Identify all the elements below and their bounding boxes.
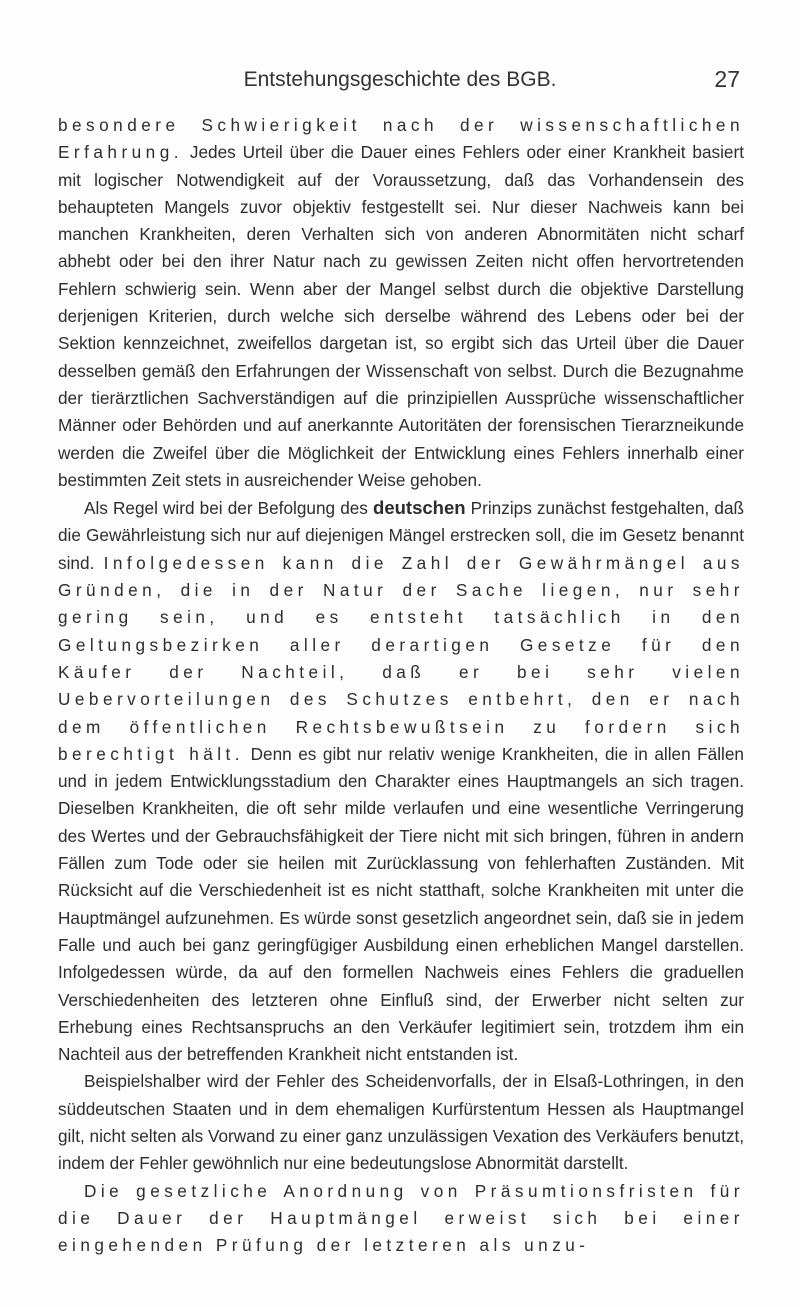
paragraph-2 [58, 494, 744, 1068]
text-segment: deutschen [373, 497, 466, 519]
paragraph-3 [58, 1068, 744, 1177]
running-title: Entstehungsgeschichte des BGB. [243, 68, 557, 91]
text-segment: Denn es gibt nur relativ wenige Krankheiten, die in allen Fällen und in jedem Entwicklungsstadium den Charakter eines Hauptmangels an sich tragen. Dieselben Krankheiten, die oft sehr milde verlaufen und eine wesentliche Verringerung des Wertes und der Gebrauchsfähigkeit der Tiere nicht mit sich bringen, führen in andern Fällen zum Tode oder sie heilen mit Zurücklassung von fehlerhaften Zuständen. Mit Rücksicht auf die Verschiedenheit ist es nicht statthaft, solche Krankheiten mit unter die Hauptmängel aufzunehmen. Es würde sonst gesetzlich angeordnet sein, daß sie in jedem Falle und auch bei ganz geringfügiger Ausbildung einen erheblichen Mangel darstellen. Infolgedessen würde, da auf den formellen Nachweis eines Fehlers die graduellen Verschiedenheiten des letzteren ohne Einfluß sind, der Erwerber nicht selten zur Erhebung eines Rechtsanspruchs an den Verkäufer legitimiert sein, trotzdem ihm ein Nachteil aus der betreffenden Krankheit nicht entstanden ist. [58, 743, 744, 1065]
text-segment: besondere Schwierigkeit nach der wissenschaftlichen Erfahrung. [58, 115, 744, 163]
text-segment: Beispielshalber wird der Fehler des Scheidenvorfalls, der in Elsaß-Lothringen, in den süddeutschen Staaten und in dem ehemaligen Kurfürstentum Hessen als Hauptmangel gilt, nicht selten als Vorwand zu einer ganz unzulässigen Vexation des Verkäufers benutzt, indem der Fehler gewöhnlich nur eine bedeutungslose Abnormität darstellt. [58, 1071, 745, 1174]
text-segment: Als Regel wird bei der Befolgung des [84, 498, 374, 519]
text-segment: Jedes Urteil über die Dauer eines Fehlers oder einer Krankheit basiert mit logischer Notwendigkeit auf der Voraussetzung, daß das Vorhandensein des behaupteten Mangels zuvor objektiv festgestellt sei. Nur dieser Nachweis kann bei manchen Krankheiten, deren Verhalten sich von anderen Abnormitäten nicht scharf abhebt oder bei den ihrer Natur nach zu gewissen Zeiten nicht offen hervortretenden Fehlern schwierig sein. Wenn aber der Mangel selbst durch die objektive Darstellung derjenigen Kriterien, durch welche sich derselbe während des Lebens oder bei der Sektion kennzeichnet, zweifellos dargetan ist, so ergibt sich das Urteil über die Dauer desselben gemäß den Erfahrungen der Wissenschaft von selbst. Durch die Bezugnahme der tierärztlichen Sachverständigen auf die prinzipiellen Aussprüche wissenschaftlicher Männer oder Behörden und auf anerkannte Autoritäten der forensischen Tierarzneikunde werden die Zweifel über die Möglichkeit der Entwicklung eines Fehlers innerhalb einer bestimmten Zeit stets in ausreichender Weise gehoben. [58, 142, 744, 490]
text-segment: Die gesetzliche Anordnung von Präsumtionsfristen für die Dauer der Hauptmängel erweist sich bei einer eingehenden Prüfung der letzteren als unzu- [58, 1180, 744, 1256]
text-segment: Prinzips zunächst festgehalten, daß die Gewährleistung sich nur auf diejenigen Mängel erstrecken soll, die im Gesetz benannt sind. [58, 498, 744, 573]
page-number: 27 [714, 66, 740, 92]
body-text [58, 112, 744, 1259]
paragraph-4 [58, 1178, 744, 1260]
text-segment: Infolgedessen kann die Zahl der Gewährmängel aus Gründen, die in der Natur der Sache liegen, nur sehr gering sein, und es entsteht tatsächlich in den Geltungsbezirken aller derartigen Gesetze für den Käufer der Nachteil, daß er bei sehr vielen Uebervorteilungen des Schutzes entbehrt, den er nach dem öffentlichen Rechtsbewußtsein zu fordern sich berechtigt hält. [58, 552, 744, 764]
paragraph-1 [58, 112, 744, 494]
